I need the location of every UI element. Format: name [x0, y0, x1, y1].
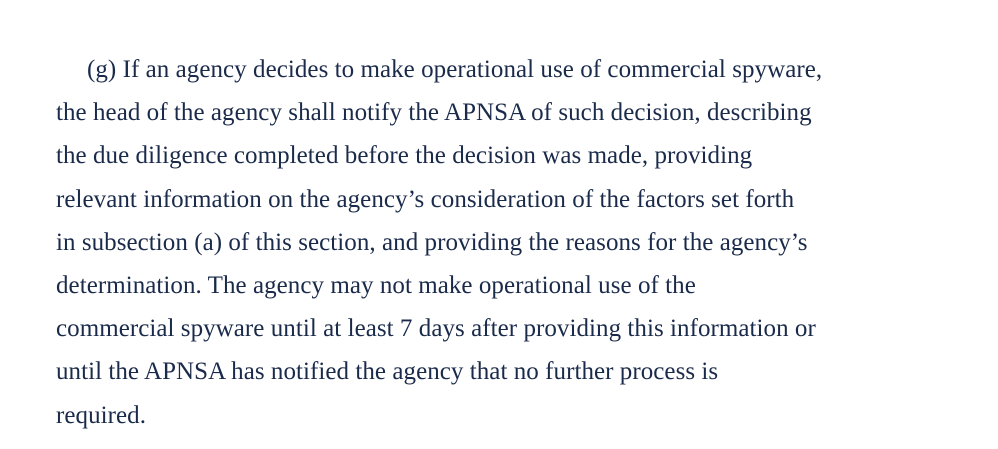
paragraph-line: in subsection (a) of this section, and providing the reasons for the agency’s: [56, 228, 808, 256]
paragraph-line: commercial spyware until at least 7 days after providing this information or: [56, 315, 816, 343]
paragraph-line: (g) If an agency decides to make operational use of commercial spyware,: [87, 56, 823, 83]
paragraph-line: relevant information on the agency’s consideration of the factors set forth: [56, 185, 795, 213]
paragraph-line: the head of the agency shall notify the APNSA of such decision, describing: [56, 99, 812, 127]
paragraph-g: [56, 48, 986, 437]
paragraph-line: required.: [56, 401, 146, 429]
paragraph-line: the due diligence completed before the decision was made, providing: [56, 142, 753, 170]
paragraph-line: until the APNSA has notified the agency that no further process is: [56, 358, 719, 386]
paragraph-line: determination. The agency may not make operational use of the: [56, 272, 696, 300]
